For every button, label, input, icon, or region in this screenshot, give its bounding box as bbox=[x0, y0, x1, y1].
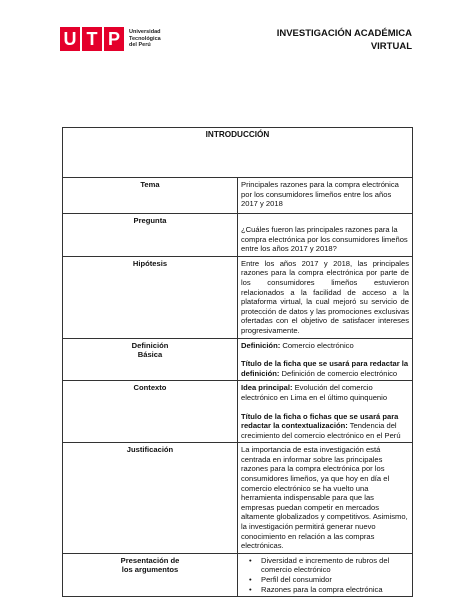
hipotesis-value: Entre los años 2017 y 2018, las principales razones para la compra electrónica por parte de los consumidores limeños estuvieron relacionados a la facilidad de acceso a la plataforma virtual, la cual mejoró su servicio de protección de datos y las promociones exclusivas ofertadas con el objetivo de satisfacer intereses progresivamente. bbox=[241, 258, 409, 335]
pregunta-label: Pregunta bbox=[63, 214, 238, 257]
tema-value: Principales razones para la compra electrónica por los consumidores limeños entre los años 2017 y 2018 bbox=[241, 180, 399, 209]
argumentos-row bbox=[63, 553, 413, 596]
argumento-2: Perfil del consumidor bbox=[261, 575, 332, 584]
tema-label: Tema bbox=[63, 178, 238, 214]
argumentos-label-line-1: Presentación de bbox=[120, 555, 180, 565]
argumentos-list bbox=[241, 556, 409, 594]
justificacion-label: Justificación bbox=[63, 443, 238, 554]
list-item bbox=[249, 575, 409, 585]
document-header-title bbox=[277, 27, 412, 53]
pregunta-cell bbox=[238, 214, 413, 257]
definicion-label bbox=[63, 338, 238, 381]
contexto-ficha bbox=[241, 412, 409, 441]
contexto-ficha-key: Título de la ficha o fichas que se usará para redactar la contextualización: bbox=[241, 411, 399, 431]
justificacion-row bbox=[63, 443, 413, 554]
justificacion-value: La importancia de esta investigación está centrada en informar sobre las principales razones para la compra electrónica por los consumidores limeños, ya que hoy en día el comercio electrónico se ha vuelto una herramienta indispensable para que las empresas puedan competir en mercados altamente globalizados y competitivos. Asimismo, la investigación permitirá generar nuevo conocimiento en relación a las compras electrónicas. bbox=[241, 445, 408, 551]
introduction-table bbox=[62, 127, 413, 597]
logo-line-2: Tecnológica bbox=[129, 35, 161, 42]
utp-logo bbox=[60, 27, 161, 51]
justificacion-cell bbox=[238, 443, 413, 554]
utp-logo-letters bbox=[60, 27, 124, 51]
definicion-label-line-2: Básica bbox=[137, 350, 163, 360]
tema-row bbox=[63, 178, 413, 214]
bullet-icon: • bbox=[249, 555, 252, 565]
hipotesis-cell bbox=[238, 256, 413, 338]
pregunta-row bbox=[63, 214, 413, 257]
hipotesis-row bbox=[63, 256, 413, 338]
bullet-icon: • bbox=[249, 575, 252, 584]
contexto-idea-key: Idea principal: bbox=[241, 383, 293, 393]
bullet-icon: • bbox=[249, 584, 252, 594]
definicion-ficha-key: Título de la ficha que se usará para redactar la definición: bbox=[241, 359, 409, 378]
list-item bbox=[249, 555, 409, 575]
logo-line-3: del Perú bbox=[129, 42, 151, 49]
tema-text bbox=[238, 178, 413, 214]
logo-line-1: Universidad bbox=[129, 29, 161, 36]
argumento-1: Diversidad e incremento de rubros del comercio electrónico bbox=[261, 555, 390, 575]
contexto-idea bbox=[241, 383, 409, 402]
argumentos-label bbox=[63, 553, 238, 596]
contexto-cell bbox=[238, 381, 413, 443]
argumentos-cell bbox=[238, 553, 413, 596]
intro-title-row bbox=[63, 128, 413, 178]
logo-letter-t: T bbox=[82, 27, 102, 51]
contexto-idea-value: Evolución del comercio electrónico en Lima en el último quinquenio bbox=[241, 383, 388, 402]
header-title-line-2: VIRTUAL bbox=[370, 41, 412, 52]
argumentos-label-line-2: los argumentos bbox=[121, 565, 179, 575]
header-title-line-1: INVESTIGACIÓN ACADÉMICA bbox=[276, 28, 412, 39]
definicion-value: Comercio electrónico bbox=[280, 340, 354, 350]
definicion-ficha-value: Definición de comercio electrónico bbox=[279, 368, 398, 378]
logo-university-name bbox=[129, 29, 161, 49]
definicion-cell bbox=[238, 338, 413, 381]
definicion-key: Definición: bbox=[241, 340, 281, 350]
contexto-ficha-value: Tendencia del crecimiento del comercio electrónico en el Perú bbox=[241, 421, 401, 440]
contexto-row bbox=[63, 381, 413, 443]
contexto-label: Contexto bbox=[63, 381, 238, 443]
logo-letter-p: P bbox=[104, 27, 124, 51]
definicion-row bbox=[63, 338, 413, 381]
hipotesis-label: Hipótesis bbox=[63, 256, 238, 338]
definicion-line bbox=[241, 341, 409, 351]
definicion-ficha bbox=[241, 359, 409, 378]
intro-title: INTRODUCCIÓN bbox=[63, 128, 413, 178]
definicion-label-line-1: Definición bbox=[131, 340, 169, 350]
list-item bbox=[249, 584, 409, 595]
argumento-3: Razones para la compra electrónica bbox=[261, 584, 383, 594]
pregunta-value: ¿Cuáles fueron las principales razones para la compra electrónica por los consumidores limeños entre los años 2017 y 2018? bbox=[241, 225, 408, 254]
logo-letter-u: U bbox=[60, 27, 80, 51]
